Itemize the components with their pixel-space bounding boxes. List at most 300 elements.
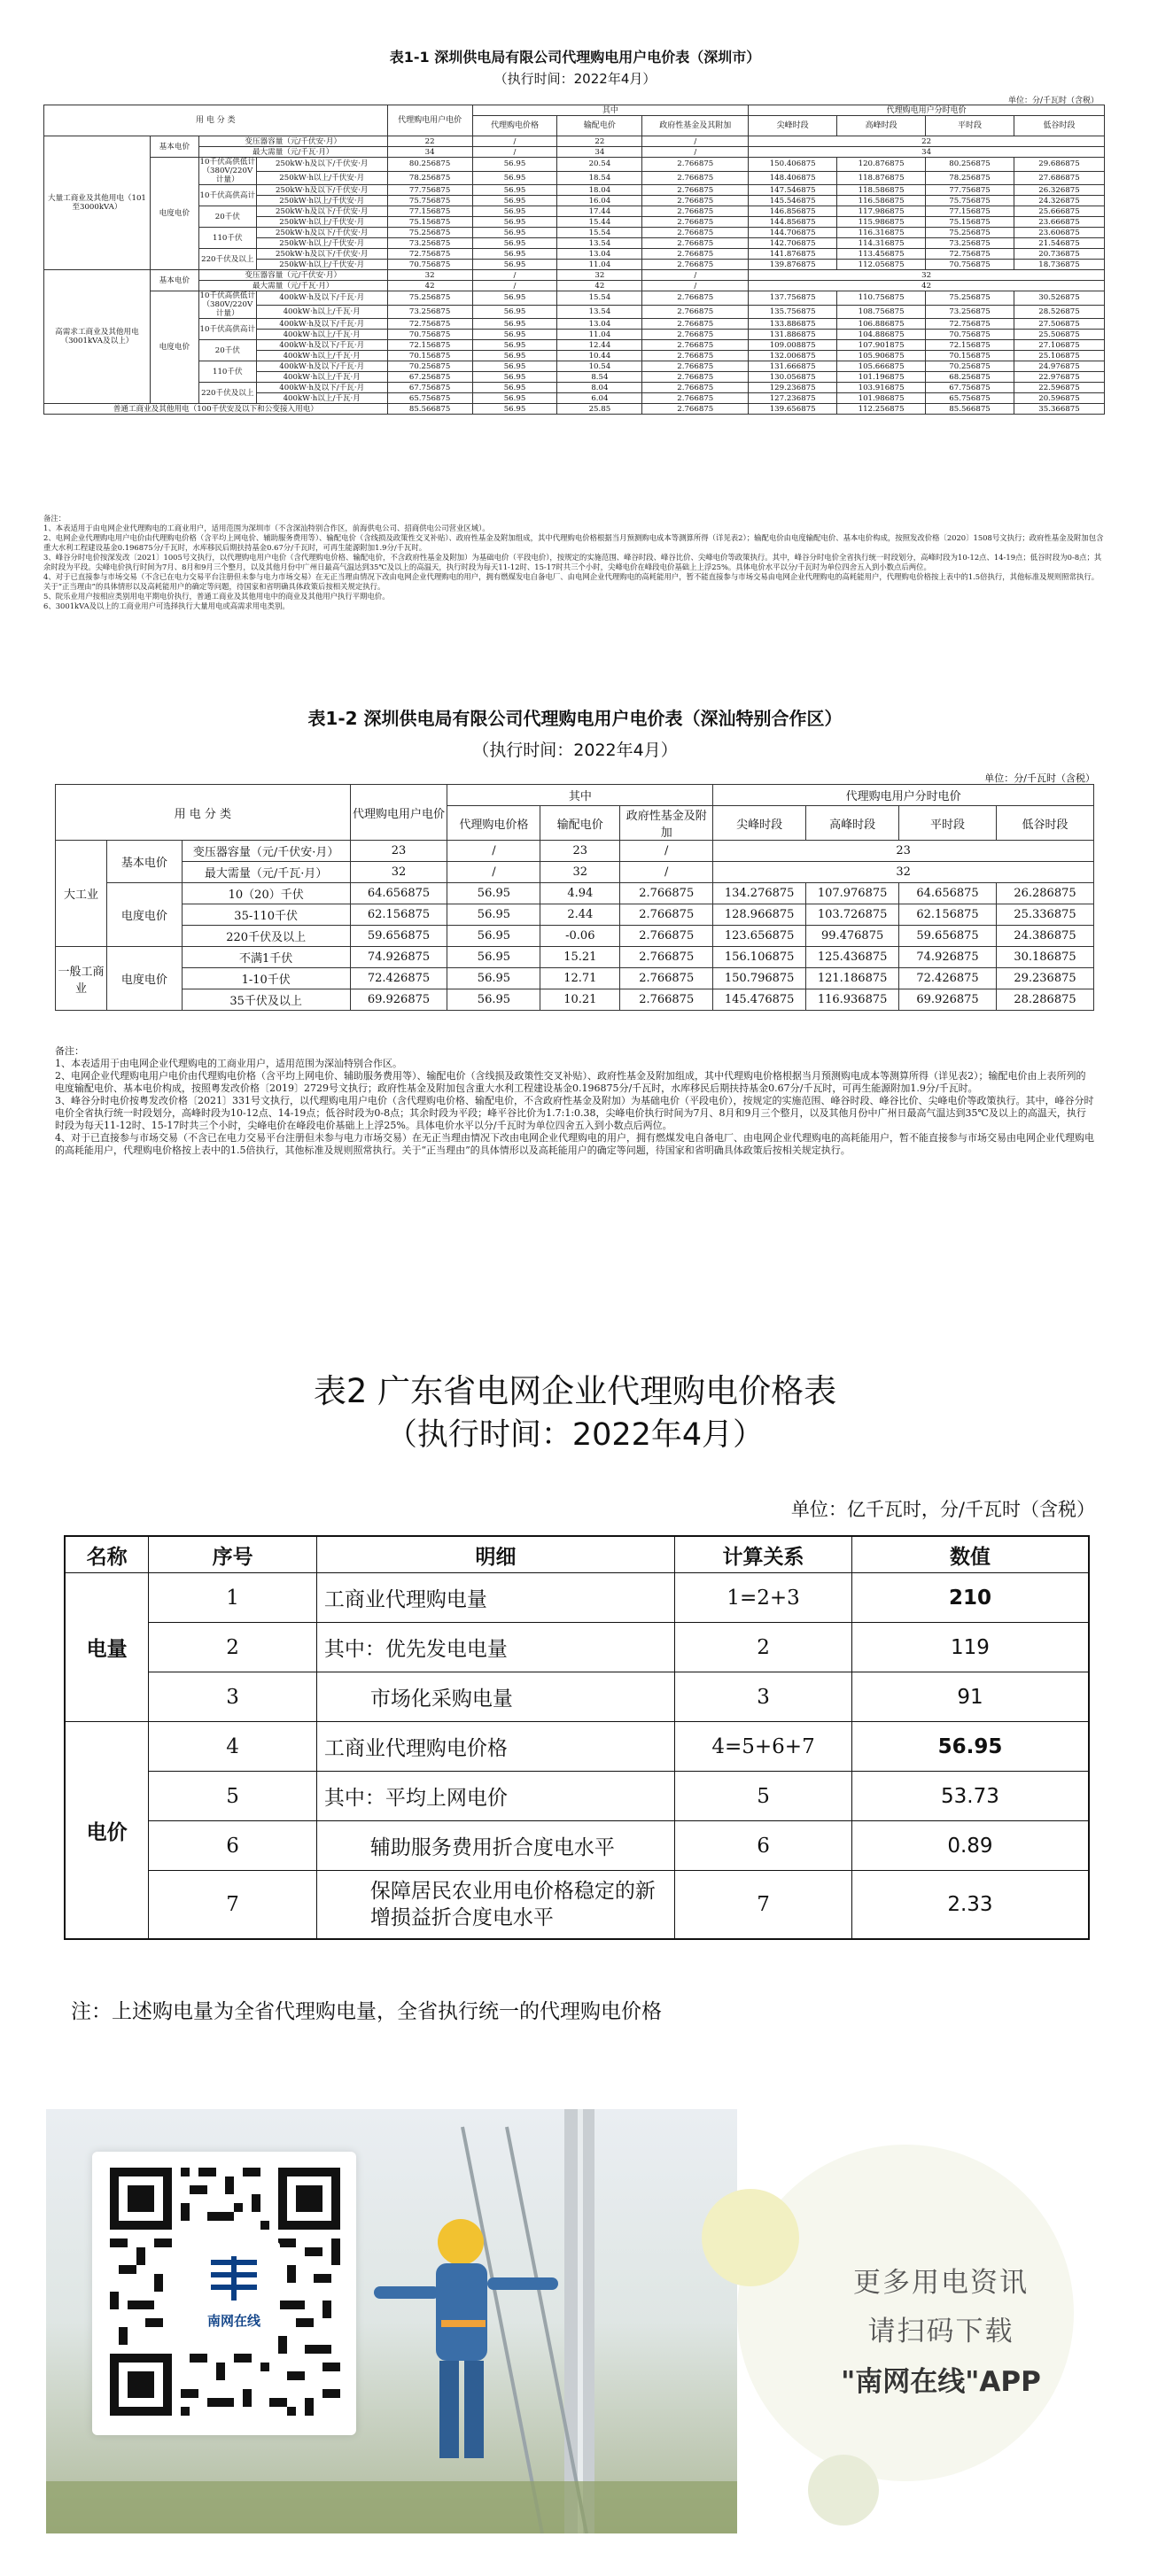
t11-general-label: 普通工商业及其他用电（100千伏安及以下和公变接入用电） bbox=[44, 404, 388, 415]
table-row bbox=[44, 249, 1105, 260]
t11-cell: / bbox=[472, 281, 557, 291]
t11-cell: 150.406875 bbox=[749, 158, 837, 172]
table-row bbox=[44, 383, 1105, 393]
t12-cell: 32 bbox=[713, 862, 1094, 883]
t2-seq: 5 bbox=[149, 1772, 317, 1821]
table-1-2-subtitle: （执行时间：2022年4月） bbox=[472, 741, 678, 760]
t11-cell: 2.766875 bbox=[642, 361, 749, 372]
t12-cell: 74.926875 bbox=[350, 947, 447, 968]
note-line: 2、电网企业代理购电用户电价由代理购电价格（含平均上网电价、辅助服务费用等）、输配电价（含线损及政策性交叉补贴）、政府性基金及附加组成，其中代理购电价格根据当月预测购电成本等测算所得（详见表2）；输配电价由电度输配电价、基本电价构成，按照发改价格〔2020〕1508号文执行；政府性基金及附加包含重大水利工程建设基金0.196875分/千瓦时，水库移民后期扶持基金0.67分/千瓦时，可再生能源附加1.9分/千瓦时。 bbox=[43, 533, 1104, 552]
banner-app-name[interactable]: "南网在线"APP bbox=[841, 2366, 1041, 2398]
t11-voltage-group: 10千伏高供高计 bbox=[198, 185, 256, 206]
t11-cell: 75.156875 bbox=[387, 217, 472, 228]
t11-cell: 131.666875 bbox=[749, 361, 837, 372]
t11-cell: 78.256875 bbox=[926, 171, 1014, 185]
t11-cell: 10.44 bbox=[557, 351, 642, 361]
t11-cell: 21.546875 bbox=[1014, 238, 1104, 249]
table-2-subtitle: （执行时间：2022年4月） bbox=[385, 1417, 765, 1453]
t11-cell: 56.95 bbox=[472, 404, 557, 415]
t11-sub-item: 400kW·h以上/千瓦·月 bbox=[256, 305, 387, 319]
t11-cell: 13.54 bbox=[557, 238, 642, 249]
t11-cell: 2.766875 bbox=[642, 238, 749, 249]
t12-cell: 134.276875 bbox=[713, 883, 806, 904]
t2-head-calc: 计算关系 bbox=[675, 1536, 852, 1573]
table-row bbox=[44, 404, 1105, 415]
t11-cell: 18.04 bbox=[557, 185, 642, 196]
t11-cell: 18.736875 bbox=[1014, 260, 1104, 270]
t2-head-value: 数值 bbox=[851, 1536, 1089, 1573]
t2-value: 91 bbox=[851, 1672, 1089, 1722]
t12-cell: 99.476875 bbox=[806, 926, 899, 947]
t11-cell: 78.256875 bbox=[387, 171, 472, 185]
t11-cell: 27.686875 bbox=[1014, 171, 1104, 185]
t11-cell: 117.986875 bbox=[837, 206, 926, 217]
t11-cell: 108.756875 bbox=[837, 305, 926, 319]
t2-calc: 2 bbox=[675, 1623, 852, 1672]
t11-cell: 80.256875 bbox=[387, 158, 472, 172]
t11-cell: 25.106875 bbox=[1014, 351, 1104, 361]
t12-head-fund: 政府性基金及附加 bbox=[620, 806, 713, 841]
t12-head-flat: 平时段 bbox=[899, 806, 997, 841]
t11-cell: 29.686875 bbox=[1014, 158, 1104, 172]
t12-cell: 32 bbox=[350, 862, 447, 883]
t11-basic-item: 最大需量（元/千瓦·月） bbox=[198, 281, 387, 291]
t11-sub-item: 400kW·h以上/千瓦·月 bbox=[256, 330, 387, 340]
t12-cell: 56.95 bbox=[447, 883, 540, 904]
t12-cell: 128.966875 bbox=[713, 904, 806, 926]
t11-cell: 2.766875 bbox=[642, 217, 749, 228]
t2-seq: 6 bbox=[149, 1821, 317, 1871]
table-row bbox=[44, 291, 1105, 306]
t11-cell: 23.666875 bbox=[1014, 217, 1104, 228]
t11-head-tou: 代理购电用户分时电价 bbox=[749, 105, 1105, 116]
t2-detail: 保障居民农业用电价格稳定的新增损益折合度电水平 bbox=[316, 1871, 674, 1940]
t11-cell: 132.006875 bbox=[749, 351, 837, 361]
t11-cell: 15.54 bbox=[557, 228, 642, 238]
t11-cell: 75.256875 bbox=[387, 228, 472, 238]
t11-cell: 2.766875 bbox=[642, 383, 749, 393]
t11-cell: 56.95 bbox=[472, 291, 557, 306]
t11-cell: 75.756875 bbox=[926, 196, 1014, 206]
t11-cell: 42 bbox=[749, 281, 1105, 291]
t11-cell: 77.756875 bbox=[926, 185, 1014, 196]
t11-sub-item: 250kW·h以上/千伏安·月 bbox=[256, 238, 387, 249]
table-row bbox=[56, 989, 1094, 1011]
t11-cell: 147.546875 bbox=[749, 185, 837, 196]
t2-detail: 辅助服务费用折合度电水平 bbox=[316, 1821, 674, 1871]
t11-voltage-group: 10千伏高供低计（380V/220V计量） bbox=[199, 158, 256, 184]
t12-cell: 2.766875 bbox=[620, 883, 713, 904]
note-line: 1、本表适用于由电网企业代理购电的工商业用户，适用范围为深圳市（不含深汕特别合作区，前海供电公司、招商供电公司营业区域）。 bbox=[43, 524, 490, 532]
t2-calc: 6 bbox=[675, 1821, 852, 1871]
t11-cell: 23.606875 bbox=[1014, 228, 1104, 238]
t11-cell: 11.04 bbox=[557, 260, 642, 270]
t2-calc: 4=5+6+7 bbox=[675, 1722, 852, 1772]
table-2-unit: 单位：亿千瓦时，分/千瓦时（含税） bbox=[790, 1499, 1095, 1520]
t12-cell: 62.156875 bbox=[350, 904, 447, 926]
t2-detail: 市场化采购电量 bbox=[316, 1672, 674, 1722]
t12-voltage: 220千伏及以上 bbox=[182, 926, 350, 947]
t11-cell: 22 bbox=[749, 136, 1105, 147]
t12-cell: 59.656875 bbox=[899, 926, 997, 947]
decor-circle-small bbox=[808, 2455, 879, 2526]
t11-head-high: 高峰时段 bbox=[837, 116, 926, 136]
table-1-1-title: 表1-1 深圳供电局有限公司代理购电用户电价表（深圳市） bbox=[389, 49, 761, 66]
t11-cell: 11.04 bbox=[557, 330, 642, 340]
t11-cell: 72.156875 bbox=[926, 340, 1014, 351]
t11-cell: 115.986875 bbox=[837, 217, 926, 228]
t12-basic-item: 变压器容量（元/千伏安·月） bbox=[182, 841, 350, 862]
t11-cell: 25.85 bbox=[557, 404, 642, 415]
t11-cell: 65.756875 bbox=[926, 393, 1014, 404]
t11-cell: 65.756875 bbox=[387, 393, 472, 404]
t2-head-detail: 明细 bbox=[316, 1536, 674, 1573]
note-line: 6、3001kVA及以上的工商业用户可选择执行大量用电或高需求用电类别。 bbox=[43, 601, 290, 610]
t2-head-seq: 序号 bbox=[149, 1536, 317, 1573]
t11-cell: 20.54 bbox=[557, 158, 642, 172]
t11-basic-label: 基本电价 bbox=[150, 270, 198, 291]
table-2 bbox=[64, 1535, 1090, 1940]
table-row bbox=[44, 206, 1105, 217]
t11-cell: 25.666875 bbox=[1014, 206, 1104, 217]
t12-cell: 64.656875 bbox=[899, 883, 997, 904]
t11-sub-item: 250kW·h以上/千伏安·月 bbox=[256, 196, 387, 206]
table-2-note: 注：上述购电量为全省代理购电量，全省执行统一的代理购电价格 bbox=[71, 2000, 662, 2023]
t11-cell: 2.766875 bbox=[642, 305, 749, 319]
table-1-2-title: 表1-2 深圳供电局有限公司代理购电用户电价表（深汕特别合作区） bbox=[307, 708, 843, 729]
banner-line-1: 更多用电资讯 bbox=[853, 2267, 1029, 2299]
t11-cell: 2.766875 bbox=[642, 340, 749, 351]
t11-cell: 25.506875 bbox=[1014, 330, 1104, 340]
t11-cell: 12.44 bbox=[557, 340, 642, 351]
t11-cell: 116.586875 bbox=[837, 196, 926, 206]
t11-head-category: 用 电 分 类 bbox=[44, 105, 388, 136]
t11-head-valley: 低谷时段 bbox=[1014, 116, 1104, 136]
t11-cell: 67.756875 bbox=[387, 383, 472, 393]
t12-cell: 26.286875 bbox=[997, 883, 1094, 904]
table-row bbox=[56, 841, 1094, 862]
t12-cell: / bbox=[447, 862, 540, 883]
t12-energy-label: 电度电价 bbox=[106, 947, 182, 1011]
t12-head-tou: 代理购电用户分时电价 bbox=[713, 785, 1094, 806]
t11-cell: 56.95 bbox=[472, 249, 557, 260]
t12-cell: 29.236875 bbox=[997, 968, 1094, 989]
t11-cell: 2.766875 bbox=[642, 404, 749, 415]
t11-cell: 2.766875 bbox=[642, 330, 749, 340]
t11-cell: 16.04 bbox=[557, 196, 642, 206]
t11-cell: 75.256875 bbox=[926, 228, 1014, 238]
t11-cell: 56.95 bbox=[472, 305, 557, 319]
t11-cell: 139.656875 bbox=[749, 404, 837, 415]
t11-cell: 144.856875 bbox=[749, 217, 837, 228]
t12-voltage: 不满1千伏 bbox=[182, 947, 350, 968]
t12-head-transmission: 输配电价 bbox=[540, 806, 620, 841]
t11-cell: 56.95 bbox=[472, 158, 557, 172]
t11-cell: 35.366875 bbox=[1014, 404, 1104, 415]
note-line: 1、本表适用于由电网企业代理购电的工商业用户，适用范围为深汕特别合作区。 bbox=[55, 1058, 402, 1069]
t11-cell: 68.256875 bbox=[926, 372, 1014, 383]
t11-cell: 24.976875 bbox=[1014, 361, 1104, 372]
t12-cell: 24.386875 bbox=[997, 926, 1094, 947]
t11-cell: 13.54 bbox=[557, 305, 642, 319]
t11-cell: 20.596875 bbox=[1014, 393, 1104, 404]
banner-line-2: 请扫码下载 bbox=[867, 2316, 1014, 2347]
t11-cell: 2.766875 bbox=[642, 196, 749, 206]
table-1-2 bbox=[55, 784, 1094, 1011]
t11-basic-item: 最大需量（元/千瓦·月） bbox=[198, 147, 387, 158]
t11-cell: 109.008875 bbox=[749, 340, 837, 351]
table-row bbox=[44, 228, 1105, 238]
t12-cell: 25.336875 bbox=[997, 904, 1094, 926]
t2-seq: 3 bbox=[149, 1672, 317, 1722]
note-line: 4、对于已直接参与市场交易（不含已在电力交易平台注册但未参与电力市场交易）在无正当理由情况下改由电网企业代理购电的用户，拥有燃煤发电自备电厂、由电网企业代理购电的高耗能用户，暂不能直接参与市场交易由电网企业代理购电的高耗能用户，代理购电价格按上表中的1.5倍执行，其他标准及规则照常执行。关于“正当理由”的具体情形以及高耗能用户的确定等问题，待国家和省明确具体政策后按相关规定执行。 bbox=[43, 572, 1099, 591]
t11-cell: 70.756875 bbox=[387, 330, 472, 340]
t11-sub-item: 250kW·h及以下/千伏安·月 bbox=[256, 206, 387, 217]
t2-seq: 2 bbox=[149, 1623, 317, 1672]
t11-cell: 32 bbox=[557, 270, 642, 281]
t12-head-valley: 低谷时段 bbox=[997, 806, 1094, 841]
t11-cell: 129.236875 bbox=[749, 383, 837, 393]
t11-voltage-group: 220千伏及以上 bbox=[198, 383, 256, 404]
t11-sub-item: 250kW·h以上/千伏安·月 bbox=[256, 171, 387, 185]
t11-cell: 6.04 bbox=[557, 393, 642, 404]
t2-value: 2.33 bbox=[851, 1871, 1089, 1940]
t2-detail: 其中：平均上网电价 bbox=[316, 1772, 674, 1821]
t12-group-label: 一般工商业 bbox=[56, 947, 107, 1011]
t11-cell: 24.326875 bbox=[1014, 196, 1104, 206]
t2-value: 210 bbox=[851, 1573, 1089, 1623]
t12-cell: 2.766875 bbox=[620, 968, 713, 989]
t11-cell: / bbox=[472, 270, 557, 281]
t11-head-of-which: 其中 bbox=[472, 105, 749, 116]
table-1-1-notes bbox=[43, 514, 1105, 611]
t11-cell: 112.056875 bbox=[837, 260, 926, 270]
t2-detail: 工商业代理购电价格 bbox=[316, 1722, 674, 1772]
t2-seq: 1 bbox=[149, 1573, 317, 1623]
t12-cell: 107.976875 bbox=[806, 883, 899, 904]
t11-cell: 70.156875 bbox=[387, 351, 472, 361]
t11-cell: 22.596875 bbox=[1014, 383, 1104, 393]
table-1-1-unit: 单位：分/千瓦时（含税） bbox=[1007, 97, 1099, 105]
table-row bbox=[44, 319, 1105, 330]
t11-cell: 2.766875 bbox=[642, 185, 749, 196]
t11-voltage-group: 20千伏 bbox=[198, 206, 256, 228]
table-2-title: 表2 广东省电网企业代理购电价格表 bbox=[313, 1372, 837, 1410]
t11-cell: 112.256875 bbox=[837, 404, 926, 415]
t12-voltage: 35-110千伏 bbox=[182, 904, 350, 926]
t11-cell: 8.04 bbox=[557, 383, 642, 393]
t11-cell: 8.54 bbox=[557, 372, 642, 383]
t11-sub-item: 400kW·h及以下/千瓦·月 bbox=[256, 361, 387, 372]
table-row bbox=[44, 270, 1105, 281]
t11-cell: 56.95 bbox=[472, 383, 557, 393]
t11-cell: 56.95 bbox=[472, 351, 557, 361]
t12-cell: 23 bbox=[713, 841, 1094, 862]
t2-value: 119 bbox=[851, 1623, 1089, 1672]
t12-cell: 69.926875 bbox=[899, 989, 997, 1011]
t11-sub-item: 400kW·h及以下/千瓦·月 bbox=[256, 319, 387, 330]
t11-cell: 56.95 bbox=[472, 361, 557, 372]
t11-cell: 56.95 bbox=[472, 319, 557, 330]
t12-cell: 23 bbox=[540, 841, 620, 862]
t11-cell: 72.756875 bbox=[926, 319, 1014, 330]
t12-voltage: 1-10千伏 bbox=[182, 968, 350, 989]
t11-cell: 34 bbox=[387, 147, 472, 158]
t11-cell: 70.256875 bbox=[926, 361, 1014, 372]
t11-cell: / bbox=[642, 147, 749, 158]
t11-cell: 135.756875 bbox=[749, 305, 837, 319]
t11-cell: 72.756875 bbox=[387, 319, 472, 330]
t11-cell: 56.95 bbox=[472, 171, 557, 185]
t11-cell: 56.95 bbox=[472, 372, 557, 383]
t11-cell: 133.886875 bbox=[749, 319, 837, 330]
t11-cell: 17.44 bbox=[557, 206, 642, 217]
t11-basic-item: 变压器容量（元/千伏安·月） bbox=[198, 270, 387, 281]
t11-cell: 142.706875 bbox=[749, 238, 837, 249]
t11-cell: 104.886875 bbox=[837, 330, 926, 340]
t12-cell: 2.44 bbox=[540, 904, 620, 926]
t11-voltage-group: 110千伏 bbox=[198, 228, 256, 249]
t12-cell: 145.476875 bbox=[713, 989, 806, 1011]
t11-cell: 10.54 bbox=[557, 361, 642, 372]
t11-cell: 70.756875 bbox=[926, 330, 1014, 340]
t11-group-label: 高需求工商业及其他用电（3001kVA及以上） bbox=[44, 270, 151, 404]
t12-cell: 72.426875 bbox=[899, 968, 997, 989]
t11-cell: 13.04 bbox=[557, 319, 642, 330]
t11-cell: 34 bbox=[749, 147, 1105, 158]
t11-cell: 148.406875 bbox=[749, 171, 837, 185]
t12-cell: 10.21 bbox=[540, 989, 620, 1011]
t11-cell: 72.756875 bbox=[387, 249, 472, 260]
t11-voltage-group: 220千伏及以上 bbox=[198, 249, 256, 270]
t2-value: 53.73 bbox=[851, 1772, 1089, 1821]
t11-cell: 70.156875 bbox=[926, 351, 1014, 361]
t12-cell: / bbox=[447, 841, 540, 862]
t11-cell: 70.756875 bbox=[926, 260, 1014, 270]
t12-cell: 103.726875 bbox=[806, 904, 899, 926]
note-line: 4、对于已直接参与市场交易（不含已在电力交易平台注册但未参与电力市场交易）在无正当理由情况下改由电网企业代理购电的用户，拥有燃煤发电自备电厂、由电网企业代理购电的高耗能用户，暂不能直接参与市场交易由电网企业代理购电的高耗能用户，代理购电价格按上表中的1.5倍执行，其他标准及规则照常执行。关于“正当理由”的具体情形以及高耗能用户的确定等问题，待国家和省明确具体政策后按相关规定执行。 bbox=[55, 1132, 1094, 1156]
t12-cell: 2.766875 bbox=[620, 989, 713, 1011]
t12-cell: 56.95 bbox=[447, 926, 540, 947]
t11-head-purchase: 代理购电价格 bbox=[472, 116, 557, 136]
t11-cell: 70.756875 bbox=[387, 260, 472, 270]
t12-cell: 121.186875 bbox=[806, 968, 899, 989]
t11-cell: 114.316875 bbox=[837, 238, 926, 249]
t11-cell: 2.766875 bbox=[642, 291, 749, 306]
t11-cell: 139.876875 bbox=[749, 260, 837, 270]
t11-cell: 141.876875 bbox=[749, 249, 837, 260]
table-row bbox=[44, 185, 1105, 196]
note-line: 备注： bbox=[43, 514, 66, 523]
table-row bbox=[44, 281, 1105, 291]
t12-cell: 4.94 bbox=[540, 883, 620, 904]
note-line: 5、院乐业用户按相应类别用电平期电价执行，普通工商业及其他用电中的商业及其他用户执行平期电价。 bbox=[43, 592, 390, 601]
t11-sub-item: 250kW·h以上/千伏安·月 bbox=[256, 260, 387, 270]
t11-cell: 22 bbox=[557, 136, 642, 147]
t12-cell: 2.766875 bbox=[620, 947, 713, 968]
t11-cell: 144.706875 bbox=[749, 228, 837, 238]
t11-energy-label: 电度电价 bbox=[150, 158, 198, 270]
southern-grid-logo bbox=[188, 2242, 280, 2334]
t11-cell: 56.95 bbox=[472, 185, 557, 196]
t2-seq: 4 bbox=[149, 1722, 317, 1772]
t12-cell: 12.71 bbox=[540, 968, 620, 989]
table-row bbox=[44, 136, 1105, 147]
t2-detail: 工商业代理购电量 bbox=[316, 1573, 674, 1623]
t11-cell: / bbox=[642, 281, 749, 291]
t11-sub-item: 250kW·h及以下/千伏安·月 bbox=[256, 228, 387, 238]
t2-head-name: 名称 bbox=[65, 1536, 149, 1573]
table-row bbox=[44, 361, 1105, 372]
t11-head-peak: 尖峰时段 bbox=[749, 116, 837, 136]
t11-cell: 137.756875 bbox=[749, 291, 837, 306]
t11-cell: 2.766875 bbox=[642, 319, 749, 330]
table-row bbox=[56, 926, 1094, 947]
t11-cell: 85.566875 bbox=[387, 404, 472, 415]
t11-cell: 106.886875 bbox=[837, 319, 926, 330]
t11-cell: 34 bbox=[557, 147, 642, 158]
t11-cell: 2.766875 bbox=[642, 158, 749, 172]
t12-cell: 156.106875 bbox=[713, 947, 806, 968]
t11-cell: 22 bbox=[387, 136, 472, 147]
t11-cell: 131.886875 bbox=[749, 330, 837, 340]
t11-cell: / bbox=[642, 270, 749, 281]
t12-basic-label: 基本电价 bbox=[106, 841, 182, 883]
t12-cell: 62.156875 bbox=[899, 904, 997, 926]
t11-sub-item: 250kW·h以上/千伏安·月 bbox=[256, 217, 387, 228]
table-row bbox=[56, 883, 1094, 904]
t11-cell: 85.566875 bbox=[926, 404, 1014, 415]
t12-cell: 56.95 bbox=[447, 989, 540, 1011]
t11-head-price: 代理购电用户电价 bbox=[387, 105, 472, 136]
t12-cell: 30.186875 bbox=[997, 947, 1094, 968]
t11-voltage-group: 10千伏高供低计（380V/220V计量） bbox=[199, 291, 256, 318]
t11-cell: 2.766875 bbox=[642, 393, 749, 404]
southern-grid-logo-icon bbox=[207, 2253, 260, 2306]
t12-head-high: 高峰时段 bbox=[806, 806, 899, 841]
note-line: 2、电网企业代理购电用户电价由代理购电价格（含平均上网电价、辅助服务费用等）、输配电价（含线损及政策性交叉补贴）、政府性基金及附加组成，其中代理购电价格根据当月预测购电成本等测算所得（详见表2）；输配电价由上表所列的电度输配电价、基本电价构成，按照粤发改价格〔2019〕2729号文执行；政府性基金及附加包含重大水利工程建设基金0.196875分/千瓦时，水库移民后期扶持基金0.67分/千瓦时，可再生能源附加1.9分/千瓦时。 bbox=[55, 1070, 1086, 1094]
t11-cell: 110.756875 bbox=[837, 291, 926, 306]
t11-cell: 73.256875 bbox=[387, 238, 472, 249]
t11-cell: 56.95 bbox=[472, 217, 557, 228]
t2-detail: 其中：优先发电电量 bbox=[316, 1623, 674, 1672]
table-1-2-unit: 单位：分/千瓦时（含税） bbox=[984, 772, 1095, 784]
table-1-2-notes bbox=[55, 1045, 1094, 1157]
t12-head-price: 代理购电用户电价 bbox=[350, 785, 447, 841]
t2-calc: 7 bbox=[675, 1871, 852, 1940]
t11-cell: 75.256875 bbox=[926, 291, 1014, 306]
t11-cell: 101.196875 bbox=[837, 372, 926, 383]
t12-head-category: 用 电 分 类 bbox=[56, 785, 351, 841]
t11-cell: 77.156875 bbox=[926, 206, 1014, 217]
t11-cell: 73.256875 bbox=[926, 305, 1014, 319]
t11-cell: 80.256875 bbox=[926, 158, 1014, 172]
t11-cell: 101.986875 bbox=[837, 393, 926, 404]
t11-cell: 56.95 bbox=[472, 196, 557, 206]
t2-calc: 1=2+3 bbox=[675, 1573, 852, 1623]
t11-cell: 2.766875 bbox=[642, 171, 749, 185]
t11-cell: 120.876875 bbox=[837, 158, 926, 172]
table-row bbox=[44, 158, 1105, 172]
t11-voltage-group: 20千伏 bbox=[198, 340, 256, 361]
note-line: 备注： bbox=[55, 1045, 84, 1057]
t11-sub-item: 400kW·h及以下/千瓦·月 bbox=[256, 383, 387, 393]
t2-calc: 3 bbox=[675, 1672, 852, 1722]
t12-head-of-which: 其中 bbox=[447, 785, 713, 806]
t12-cell: 56.95 bbox=[447, 904, 540, 926]
t2-calc: 5 bbox=[675, 1772, 852, 1821]
t12-voltage: 10（20）千伏 bbox=[182, 883, 350, 904]
